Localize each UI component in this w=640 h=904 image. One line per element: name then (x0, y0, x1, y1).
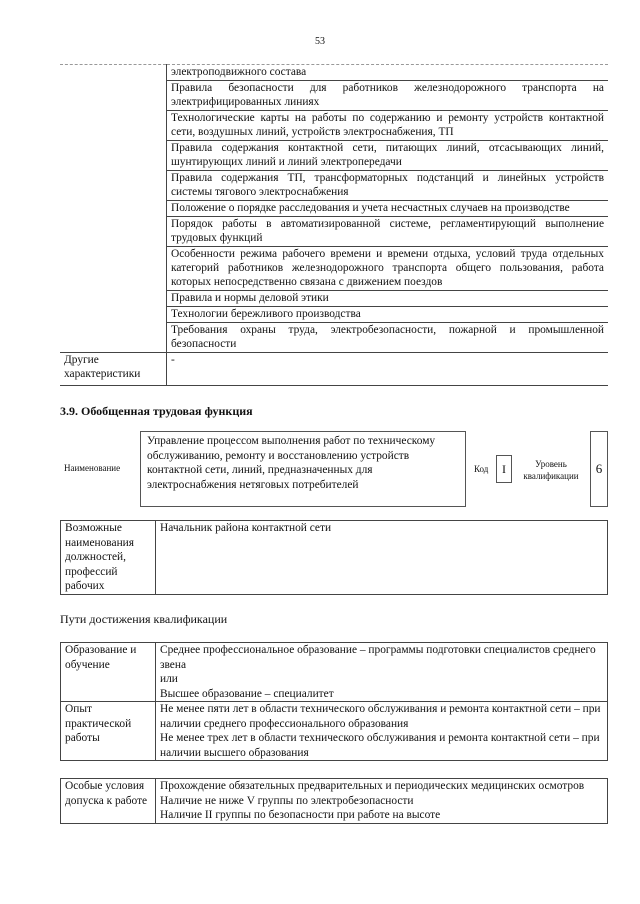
qualification-paths-table (60, 642, 608, 761)
other-characteristics-label: Другие характеристики (60, 353, 167, 386)
qualification-level-box: 6 (590, 431, 608, 507)
table-cell-empty (60, 65, 167, 353)
section-heading: 3.9. Обобщенная трудовая функция (60, 404, 253, 418)
knowledge-item: Порядок работы в автоматизированной системе, регламентирующий выполнение трудовых функций (167, 217, 609, 247)
special-conditions-table (60, 778, 608, 824)
special-conditions-label: Особые условия допуска к работе (61, 779, 156, 824)
table-row (61, 643, 608, 702)
page-number: 53 (315, 36, 325, 47)
qualification-level-label: Уровень квалификации (523, 459, 579, 481)
education-label: Образование и обучение (61, 643, 156, 702)
special-conditions-value (156, 779, 608, 824)
knowledge-item: Правила содержания контактной сети, питающих линий, отсасывающих линий, шунтирующих линий и линий электропередачи (167, 141, 609, 171)
special-condition-line: Наличие не ниже V группы по электробезопасности (160, 794, 414, 807)
positions-table (60, 520, 608, 595)
experience-value (156, 702, 608, 761)
function-name-box: Управление процессом выполнения работ по техническому обслуживанию, ремонту и восстановлению устройств контактной сети, линий, предназначенных для электроснабжения нетяговых потребителей (140, 431, 466, 507)
other-characteristics-value: - (167, 353, 609, 386)
knowledge-item: Технологии бережливого производства (167, 307, 609, 323)
special-condition-line: Наличие II группы по безопасности при работе на высоте (160, 809, 441, 821)
education-line: Среднее профессиональное образование – программы подготовки специалистов среднего звена (160, 644, 596, 671)
experience-line: Не менее трех лет в области технического обслуживания и ремонта контактной сети – при наличии высшего образования (160, 732, 600, 759)
knowledge-item: Правила содержания ТП, трансформаторных подстанций и линейных устройств системы тягового электроснабжения (167, 171, 609, 201)
knowledge-table (60, 64, 608, 386)
experience-label: Опыт практической работы (61, 702, 156, 761)
table-row (60, 353, 608, 386)
knowledge-item: Правила и нормы деловой этики (167, 291, 609, 307)
code-label: Код (474, 464, 489, 474)
table-row (61, 779, 608, 824)
table-row (61, 702, 608, 761)
education-line: или (160, 673, 178, 685)
special-condition-line: Прохождение обязательных предварительных и периодических медицинских осмотров (160, 780, 585, 792)
knowledge-item: Особенности режима рабочего времени и времени отдыха, условий труда отдельных категорий работников железнодорожного транспорта общего пользования, работа которых непосредственно связана с движением поездов (167, 247, 609, 291)
experience-line: Не менее пяти лет в области технического обслуживания и ремонта контактной сети – при наличии среднего профессионального образования (160, 703, 601, 730)
positions-value: Начальник района контактной сети (156, 521, 608, 595)
table-row (61, 521, 608, 595)
knowledge-item: электроподвижного состава (167, 65, 609, 81)
knowledge-item: Положение о порядке расследования и учета несчастных случаев на производстве (167, 201, 609, 217)
paths-heading: Пути достижения квалификации (60, 612, 228, 626)
knowledge-item: Требования охраны труда, электробезопасности, пожарной и промышленной безопасности (167, 323, 609, 353)
education-line: Высшее образование – специалитет (160, 687, 334, 700)
code-box: I (496, 455, 512, 483)
knowledge-item: Правила безопасности для работников железнодорожного транспорта на электрифицированных линиях (167, 81, 609, 111)
education-value (156, 643, 608, 702)
knowledge-item: Технологические карты на работы по содержанию и ремонту устройств контактной сети, воздушных линий, устройств электроснабжения, ТП (167, 111, 609, 141)
table-row (60, 65, 608, 81)
function-name-label: Наименование (64, 463, 121, 473)
positions-label: Возможные наименования должностей, профессий рабочих (61, 521, 156, 595)
